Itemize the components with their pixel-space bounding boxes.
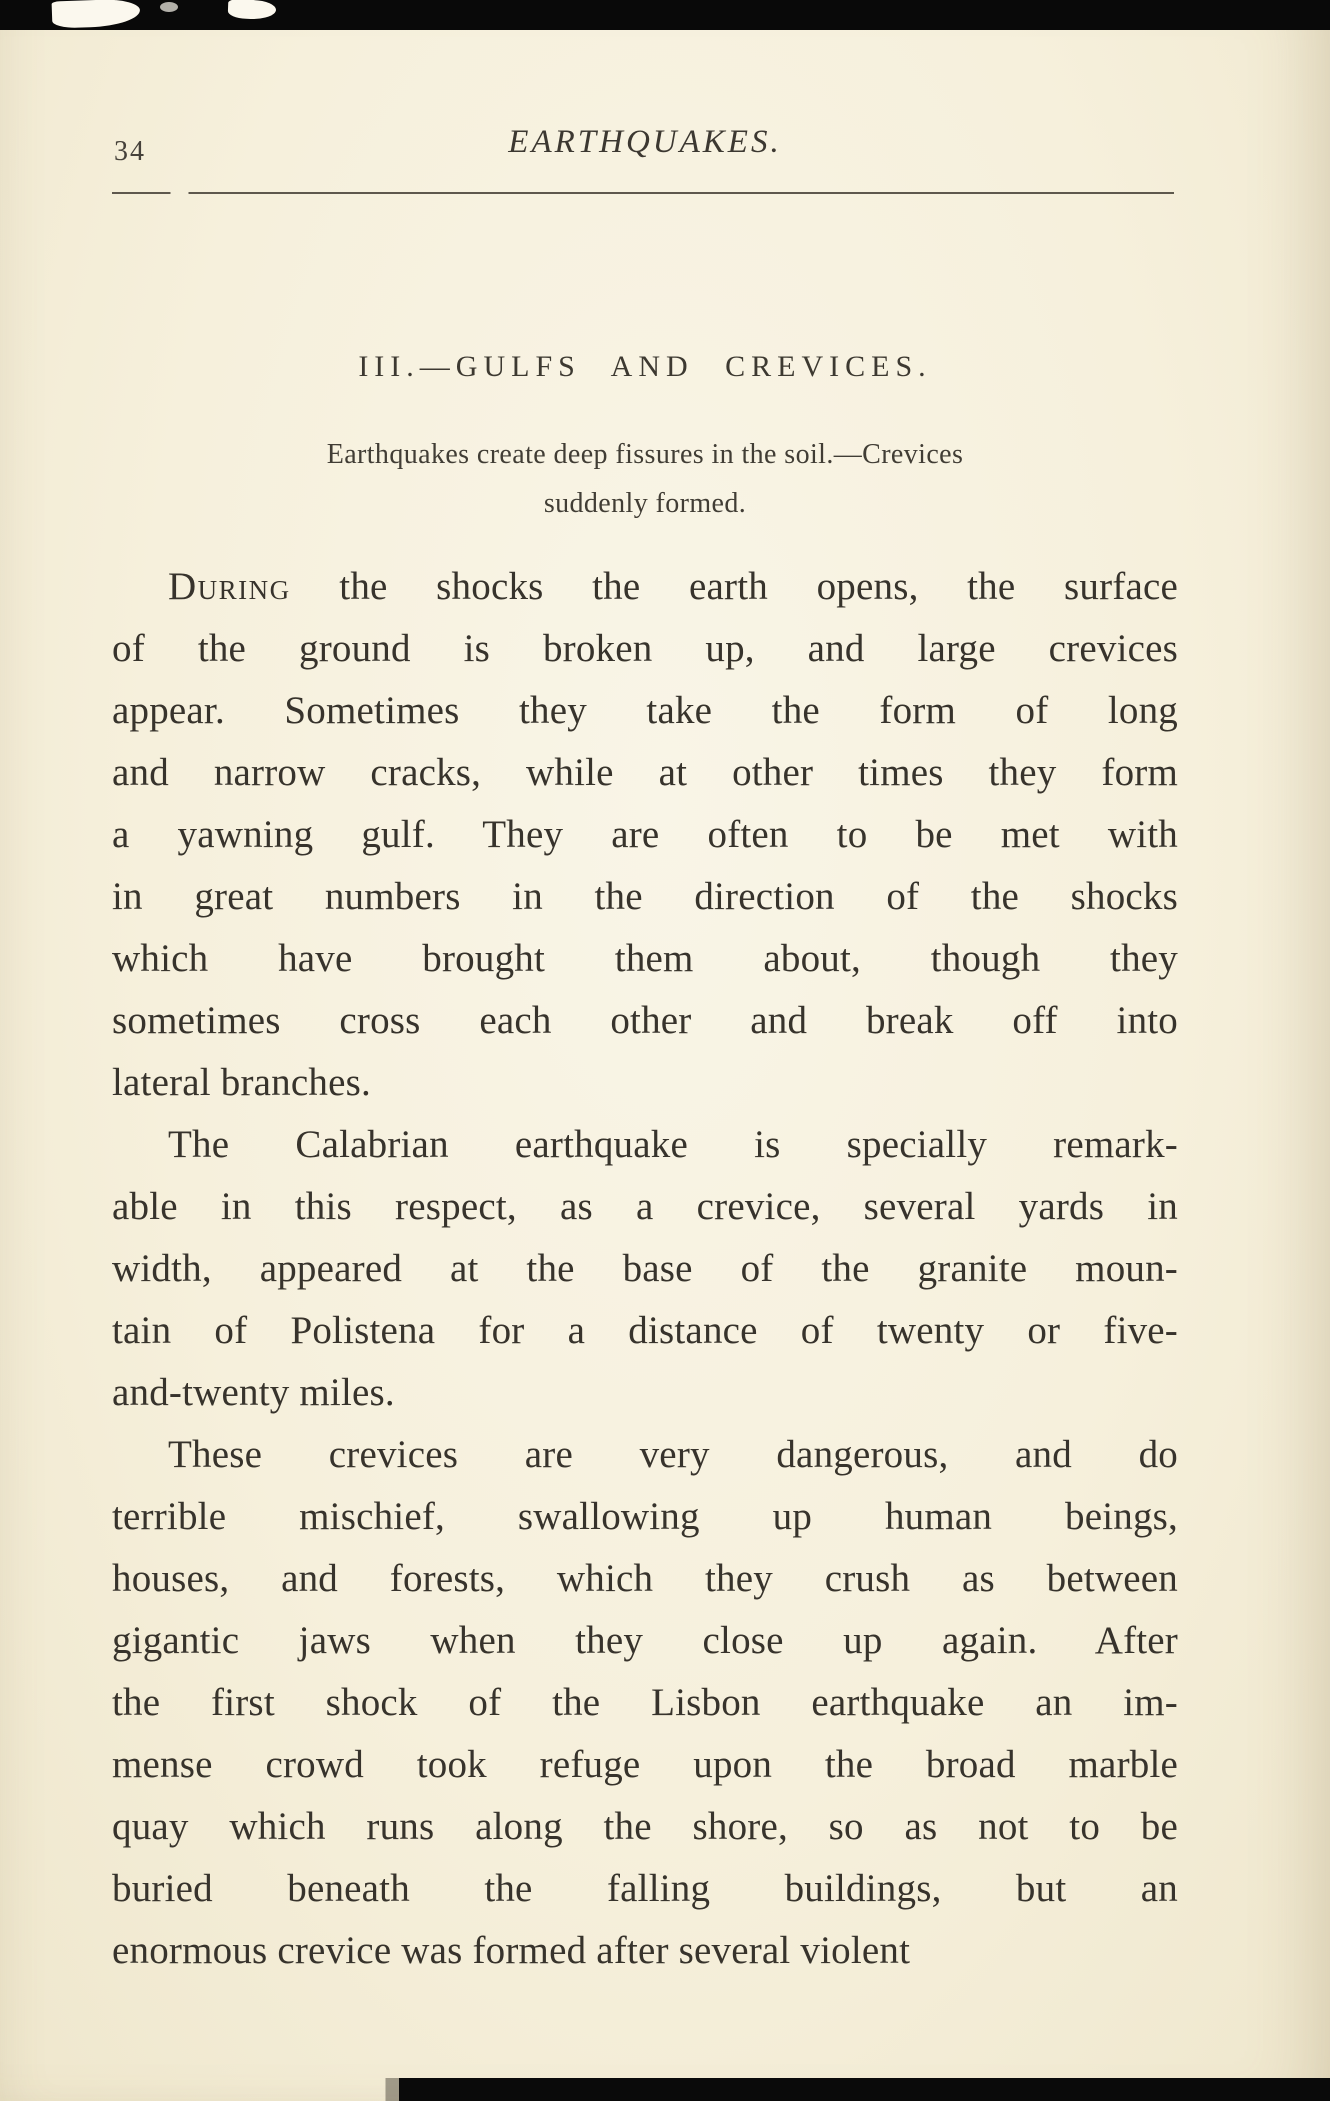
text-line: the first shock of the Lisbon earthquake an im- — [112, 1681, 1178, 1724]
section-heading: III.—GULFS AND CREVICES. — [358, 350, 932, 383]
text-line: These crevices are very dangerous, and do — [168, 1433, 1178, 1476]
page-content — [112, 0, 1178, 2101]
text-line: in great numbers in the direction of the shocks — [112, 875, 1178, 918]
text-line: terrible mischief, swallowing up human beings, — [112, 1495, 1178, 1538]
text-line: appear. Sometimes they take the form of long — [112, 689, 1178, 732]
running-title: EARTHQUAKES. — [508, 124, 782, 160]
text-line: buried beneath the falling buildings, but an — [112, 1867, 1178, 1910]
text-line: gigantic jaws when they close up again. After — [112, 1619, 1178, 1662]
scan-edge-bottom — [0, 2078, 1330, 2101]
summary-line: Earthquakes create deep fissures in the soil.—Crevices — [326, 439, 964, 470]
text-line: which have brought them about, though they — [112, 937, 1178, 980]
body-text — [112, 556, 1178, 1982]
paragraph — [112, 556, 1178, 1114]
header-rule — [112, 192, 1174, 194]
text-line: able in this respect, as a crevice, several yards in — [112, 1185, 1178, 1228]
text-line: tain of Polistena for a distance of twenty or five- — [112, 1309, 1178, 1352]
text-line: and narrow cracks, while at other times they form — [112, 751, 1178, 794]
page-number: 34 — [114, 136, 146, 167]
text-line: houses, and forests, which they crush as between — [112, 1557, 1178, 1600]
text-line: of the ground is broken up, and large crevices — [112, 627, 1178, 670]
text-line: lateral branches. — [112, 1061, 371, 1104]
text-line: mense crowd took refuge upon the broad marble — [112, 1743, 1178, 1786]
paragraph — [112, 1424, 1178, 1982]
paragraph — [112, 1114, 1178, 1424]
text-line: width, appeared at the base of the granite moun- — [112, 1247, 1178, 1290]
text-line: quay which runs along the shore, so as not to be — [112, 1805, 1178, 1848]
text-line: sometimes cross each other and break off into — [112, 999, 1178, 1042]
section-summary — [112, 430, 1178, 528]
text-line: During the shocks the earth opens, the surface — [168, 565, 1178, 608]
text-line: enormous crevice was formed after several violent — [112, 1929, 911, 1972]
lead-word-small-caps: During — [168, 565, 291, 608]
summary-line: suddenly formed. — [543, 488, 747, 519]
text-line: and-twenty miles. — [112, 1371, 395, 1414]
text-line: The Calabrian earthquake is specially remark- — [168, 1123, 1178, 1166]
text-line: a yawning gulf. They are often to be met with — [112, 813, 1178, 856]
